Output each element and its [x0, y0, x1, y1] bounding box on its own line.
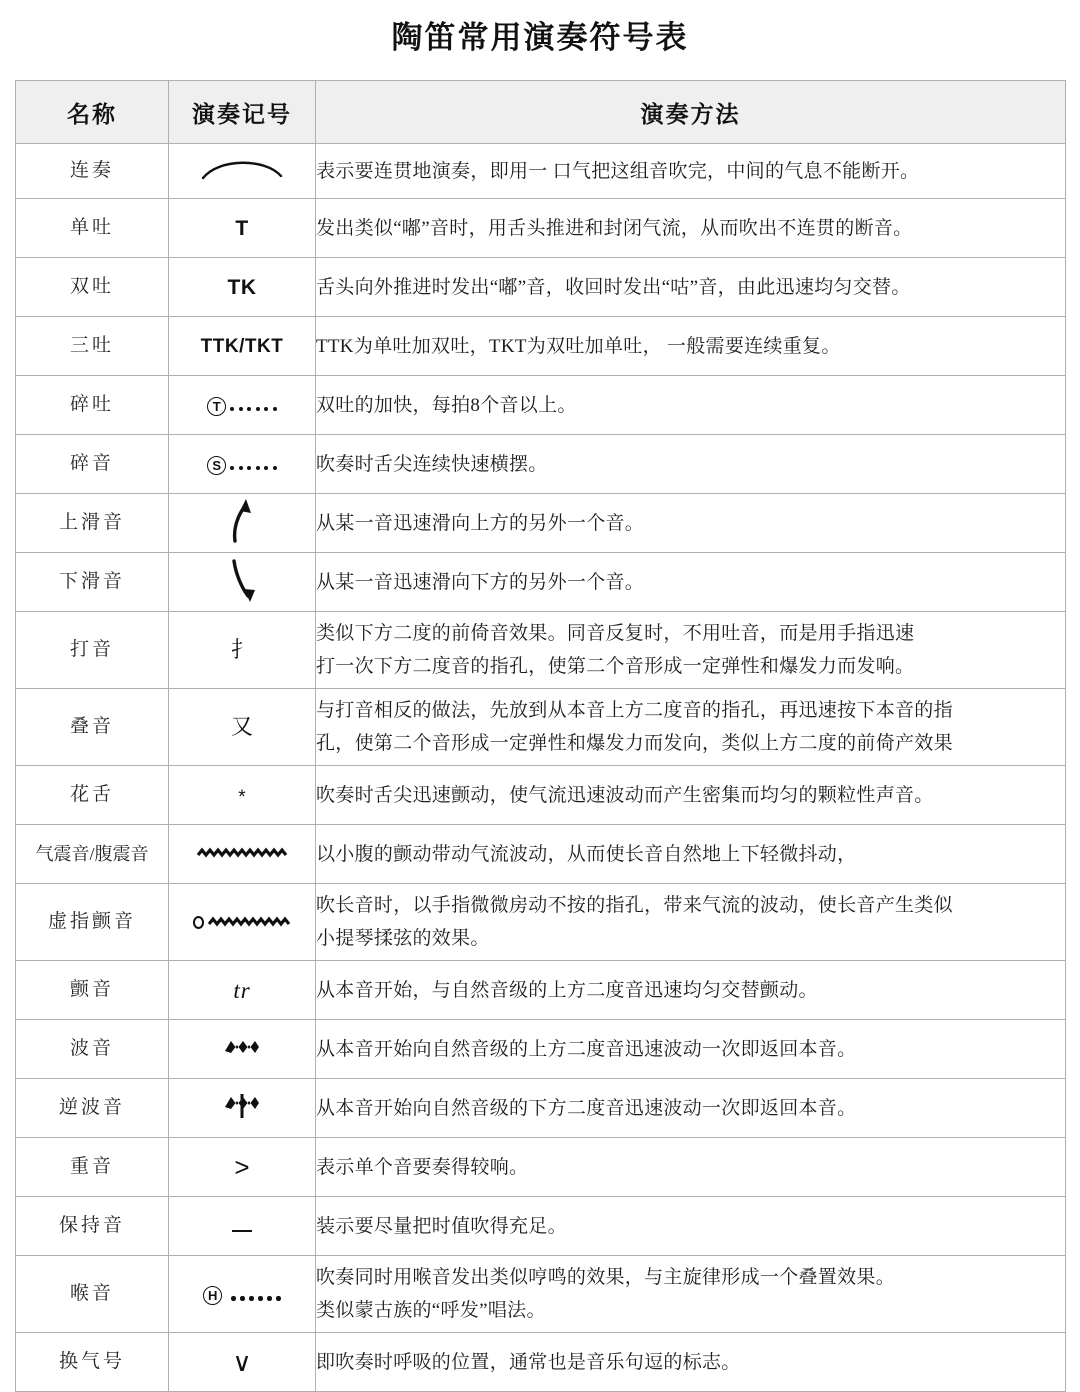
symbol-name-cell: 碎音	[16, 435, 169, 494]
play-method-cell	[316, 689, 1066, 766]
table-row	[16, 1079, 1066, 1138]
symbol-notation-cell	[169, 1138, 316, 1197]
table-body	[16, 144, 1066, 1392]
play-method-cell	[316, 1138, 1066, 1197]
symbol-notation-cell	[169, 1333, 316, 1392]
method-line: 吹奏时舌尖连续快速横摆。	[316, 453, 548, 475]
method-line: 类似下方二度的前倚音效果。同音反复时，不用吐音，而是用手指迅速	[316, 623, 915, 645]
symbol-name-cell: 三吐	[16, 317, 169, 376]
method-line: 吹长音时，以手指微微房动不按的指孔，带来气流的波动，使长音产生类似	[316, 895, 953, 917]
method-line: 打一次下方二度音的指孔，使第二个音形成一定弹性和爆发力而发响。	[316, 656, 915, 678]
symbol-name-cell: 花舌	[16, 766, 169, 825]
circled-letter-dots-icon	[203, 1286, 281, 1305]
table-row	[16, 1256, 1066, 1333]
method-line: TTK为单吐加双吐，TKT为双吐加单吐， 一般需要连续重复。	[316, 335, 841, 357]
slur-arc-icon	[199, 156, 285, 182]
symbol-name-cell: 打音	[16, 612, 169, 689]
play-method-cell	[316, 317, 1066, 376]
letter-symbol: TK	[227, 275, 257, 299]
table-row	[16, 612, 1066, 689]
table-row	[16, 435, 1066, 494]
symbol-notation-cell	[169, 612, 316, 689]
table-row	[16, 494, 1066, 553]
symbol-name-cell: 双吐	[16, 258, 169, 317]
play-method-cell	[316, 825, 1066, 884]
dot-sequence	[230, 466, 277, 470]
method-line: 从某一音迅速滑向下方的另外一个音。	[316, 571, 645, 593]
symbol-notation-cell	[169, 1197, 316, 1256]
symbol-name-cell: 颤音	[16, 961, 169, 1020]
table-row	[16, 1020, 1066, 1079]
table-row	[16, 258, 1066, 317]
play-method-cell	[316, 961, 1066, 1020]
symbol-notation-cell	[169, 376, 316, 435]
dot-sequence	[231, 1296, 281, 1301]
symbol-name-cell: 单吐	[16, 199, 169, 258]
method-line: 即吹奏时呼吸的位置，通常也是音乐句逗的标志。	[316, 1351, 741, 1373]
play-method-cell	[316, 376, 1066, 435]
letter-symbol: T	[235, 216, 249, 240]
method-line: 孔，使第二个音形成一定弹性和爆发力而发向，类似上方二度的前倚产效果	[316, 733, 953, 755]
circled-letter: T	[207, 397, 226, 416]
symbol-notation-cell	[169, 258, 316, 317]
play-method-cell	[316, 884, 1066, 961]
method-line: 装示要尽量把时值吹得充足。	[316, 1215, 567, 1237]
mordent-icon	[222, 1036, 262, 1058]
symbol-table-container	[15, 80, 1065, 1392]
hollow-circle-icon	[193, 916, 204, 929]
play-method-cell	[316, 199, 1066, 258]
symbol-notation-cell	[169, 199, 316, 258]
play-method-cell	[316, 1333, 1066, 1392]
symbol-name-cell: 虚指颤音	[16, 884, 169, 961]
symbol-name-cell: 保持音	[16, 1197, 169, 1256]
method-line: 表示要连贯地演奏，即用一 口气把这组音吹完，中间的气息不能断开。	[316, 160, 920, 182]
table-row	[16, 553, 1066, 612]
method-line: 表示单个音要奏得较响。	[316, 1156, 529, 1178]
circled-letter: H	[203, 1286, 222, 1305]
symbol-notation-cell	[169, 494, 316, 553]
method-line: 发出类似“嘟”音时，用舌头推进和封闭气流，从而吹出不连贯的断音。	[316, 217, 913, 239]
flutter-tongue-asterisk-icon: *	[238, 787, 246, 809]
method-line: 双吐的加快，每拍8个音以上。	[316, 394, 577, 416]
symbol-name-cell: 叠音	[16, 689, 169, 766]
symbol-notation-cell	[169, 435, 316, 494]
symbol-name-cell: 重音	[16, 1138, 169, 1197]
table-row	[16, 766, 1066, 825]
circled-letter-dots-icon	[207, 397, 277, 416]
table-header	[16, 81, 1066, 144]
play-method-cell	[316, 1256, 1066, 1333]
table-header-row	[16, 81, 1066, 144]
method-line: 从某一音迅速滑向上方的另外一个音。	[316, 512, 645, 534]
symbol-notation-cell	[169, 689, 316, 766]
method-line: 小提琴揉弦的效果。	[316, 928, 490, 950]
column-header-symbol: 演奏记号	[169, 81, 316, 144]
table-row	[16, 376, 1066, 435]
symbol-notation-cell	[169, 884, 316, 961]
symbol-name-cell: 连奏	[16, 144, 169, 199]
symbol-notation-cell	[169, 144, 316, 199]
play-method-cell	[316, 1197, 1066, 1256]
symbol-name-cell: 换气号	[16, 1333, 169, 1392]
symbol-name-cell: 气震音/腹震音	[16, 825, 169, 884]
method-line: 类似蒙古族的“呼发”唱法。	[316, 1300, 546, 1322]
table-row	[16, 825, 1066, 884]
circled-letter-dots-icon	[207, 456, 277, 475]
symbol-name-cell: 波音	[16, 1020, 169, 1079]
ocarina-symbol-table	[15, 80, 1066, 1392]
symbol-notation-cell	[169, 1256, 316, 1333]
table-row	[16, 199, 1066, 258]
symbol-name-cell: 下滑音	[16, 553, 169, 612]
play-method-cell	[316, 258, 1066, 317]
play-method-cell	[316, 144, 1066, 199]
symbol-notation-cell	[169, 1079, 316, 1138]
symbol-notation-cell	[169, 825, 316, 884]
page-title: 陶笛常用演奏符号表	[391, 20, 689, 55]
method-line: 从本音开始向自然音级的下方二度音迅速波动一次即返回本音。	[316, 1097, 857, 1119]
symbol-notation-cell	[169, 961, 316, 1020]
symbol-notation-cell	[169, 553, 316, 612]
method-line: 舌头向外推进时发出“嘟”音，收回时发出“咕”音，由此迅速均匀交替。	[316, 276, 911, 298]
table-row	[16, 961, 1066, 1020]
glyph-symbol: ∨	[232, 1347, 252, 1378]
trill-tr-icon: tr	[233, 977, 251, 1003]
column-header-name: 名称	[16, 81, 169, 144]
method-line: 与打音相反的做法，先放到从本音上方二度音的指孔，再迅速按下本音的指	[316, 700, 953, 722]
symbol-name-cell: 碎吐	[16, 376, 169, 435]
tenuto-dash-icon	[232, 1230, 252, 1232]
table-row	[16, 884, 1066, 961]
play-method-cell	[316, 494, 1066, 553]
letter-symbol: TTK/TKT	[200, 336, 284, 358]
column-header-method: 演奏方法	[316, 81, 1066, 144]
symbol-name-cell: 上滑音	[16, 494, 169, 553]
han-character-symbol: 又	[230, 714, 253, 740]
play-method-cell	[316, 1020, 1066, 1079]
symbol-name-cell: 喉音	[16, 1256, 169, 1333]
finger-vibrato-icon	[193, 915, 291, 929]
method-line: 从本音开始向自然音级的上方二度音迅速波动一次即返回本音。	[316, 1038, 857, 1060]
symbol-name-cell: 逆波音	[16, 1079, 169, 1138]
play-method-cell	[316, 553, 1066, 612]
table-row	[16, 1138, 1066, 1197]
play-method-cell	[316, 1079, 1066, 1138]
symbol-notation-cell	[169, 1020, 316, 1079]
table-row	[16, 689, 1066, 766]
slide-up-icon	[225, 497, 259, 545]
symbol-notation-cell	[169, 766, 316, 825]
dot-sequence	[230, 407, 277, 411]
table-row	[16, 1197, 1066, 1256]
han-character-symbol: 扌	[230, 637, 253, 663]
circled-letter: S	[207, 456, 226, 475]
symbol-notation-cell	[169, 317, 316, 376]
table-row	[16, 317, 1066, 376]
method-line: 从本音开始，与自然音级的上方二度音迅速均匀交替颤动。	[316, 979, 818, 1001]
slide-down-icon	[225, 556, 259, 604]
inverted-mordent-icon	[222, 1093, 262, 1119]
method-line: 吹奏同时用喉音发出类似哼鸣的效果，与主旋律形成一个叠置效果。	[316, 1267, 896, 1289]
vibrato-wave-icon	[196, 846, 288, 860]
play-method-cell	[316, 435, 1066, 494]
table-row	[16, 144, 1066, 199]
play-method-cell	[316, 612, 1066, 689]
play-method-cell	[316, 766, 1066, 825]
glyph-symbol: >	[234, 1152, 250, 1183]
method-line: 以小腹的颤动带动气流波动，从而使长音自然地上下轻微抖动，	[316, 843, 857, 865]
method-line: 吹奏时舌尖迅速颤动，使气流迅速波动而产生密集而均匀的颗粒性声音。	[316, 784, 934, 806]
table-row	[16, 1333, 1066, 1392]
